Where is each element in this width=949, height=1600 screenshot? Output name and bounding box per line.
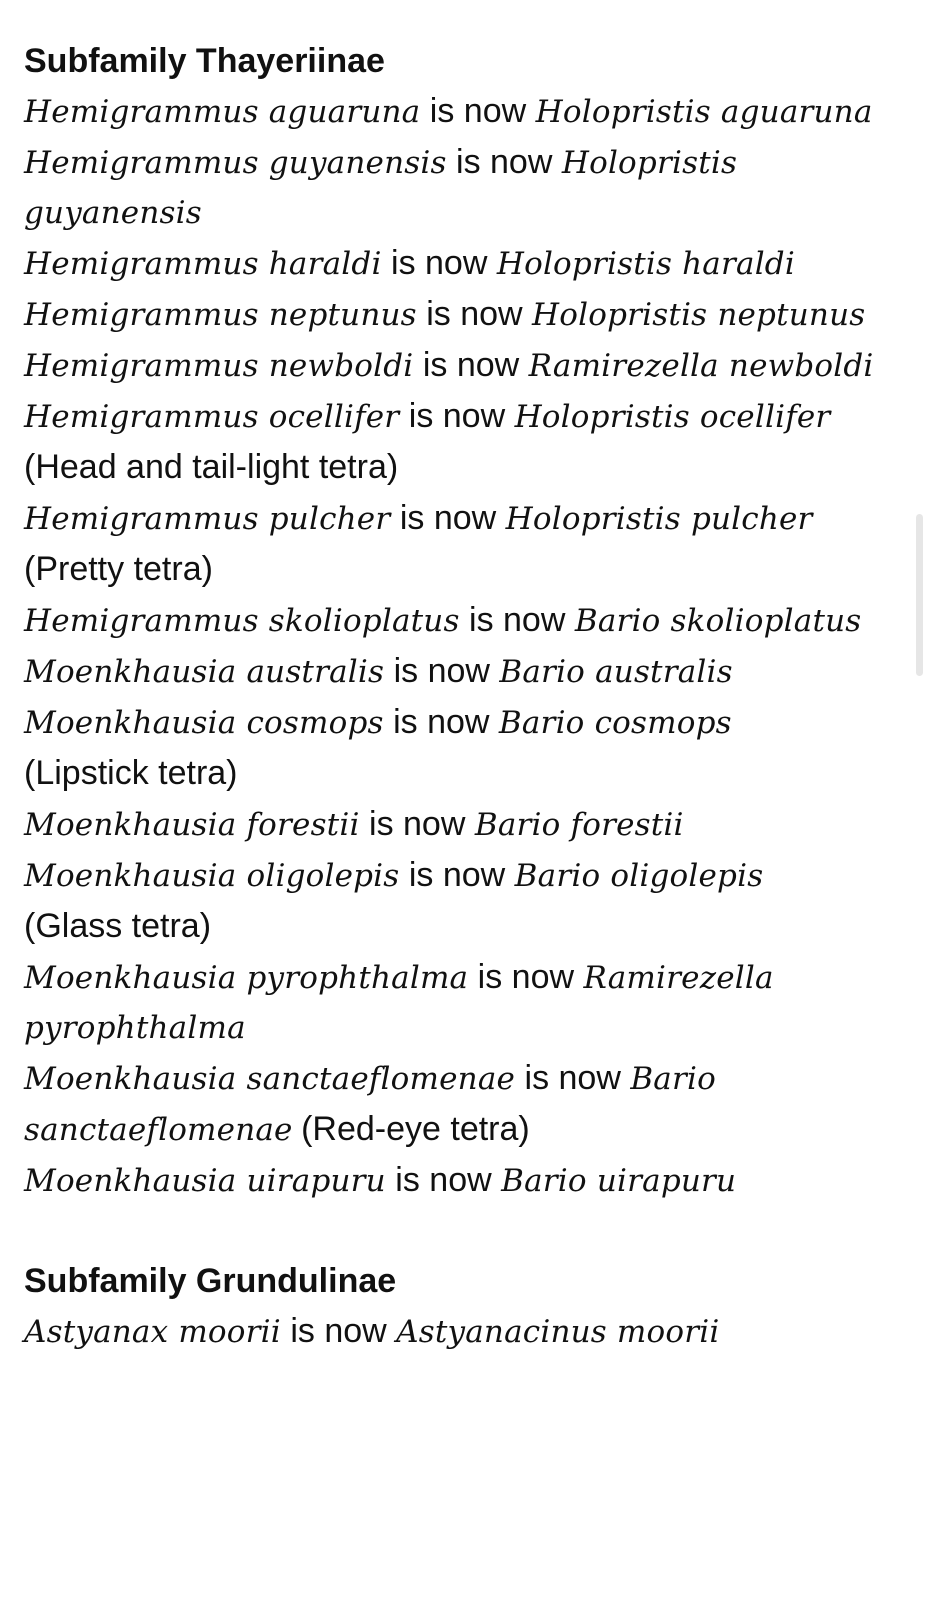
old-name: Hemigrammus haraldi [24,246,382,282]
new-name: Holopristis haraldi [496,246,795,282]
is-now-text: is now [280,1312,397,1350]
is-now-text: is now [413,346,529,384]
is-now-text: is now [446,143,562,181]
section-grundulinae [24,1256,904,1357]
new-name: Bario forestii [474,807,684,843]
is-now-text: is now [468,958,584,996]
is-now-text: is now [359,805,475,843]
new-name: Ramirezella newboldi [528,348,874,384]
old-name: Hemigrammus ocellifer [24,399,400,435]
list-item [24,799,904,850]
list-item [24,493,904,595]
section-thayeriinae [24,36,904,1206]
is-now-text: is now [459,601,575,639]
is-now-text: is now [416,295,533,333]
common-name: (Pretty tetra) [24,550,213,588]
common-name: (Lipstick tetra) [24,754,238,792]
old-name: Hemigrammus newboldi [24,348,414,384]
new-name: Holopristis guyanensis [24,145,738,231]
is-now-text: is now [381,244,497,282]
old-name: Hemigrammus guyanensis [24,145,447,181]
list-item [24,595,904,646]
list-item [24,1155,904,1206]
list-item [24,1306,904,1357]
common-name: (Head and tail-light tetra) [24,448,399,486]
new-name: Astyanacinus moorii [396,1314,720,1350]
new-name: Bario cosmops [498,705,732,741]
is-now-text: is now [385,1161,502,1199]
is-now-text: is now [399,856,515,894]
old-name: Moenkhausia australis [24,654,385,690]
old-name: Moenkhausia cosmops [24,705,384,741]
common-name: (Glass tetra) [24,907,212,945]
new-name: Holopristis aguaruna [535,94,873,130]
is-now-text: is now [383,703,499,741]
new-name: Holopristis ocellifer [514,399,831,435]
is-now-text: is now [515,1059,631,1097]
new-name: Holopristis pulcher [505,501,813,537]
new-name: Ramirezella pyrophthalma [24,960,774,1046]
new-name: Bario australis [499,654,733,690]
section-heading: Subfamily Grundulinae [24,1262,397,1300]
is-now-text: is now [384,652,500,690]
list-item [24,1053,904,1155]
scrollbar-thumb[interactable] [916,514,923,676]
list-item [24,952,904,1053]
list-item [24,850,904,952]
is-now-text: is now [420,92,536,130]
new-name: Bario sanctaeflomenae [24,1061,716,1148]
old-name: Moenkhausia oligolepis [24,858,400,894]
list-item [24,289,904,340]
old-name: Hemigrammus neptunus [24,297,417,333]
new-name: Bario skolioplatus [574,603,862,639]
article-content [24,36,904,1357]
new-name: Bario uirapuru [501,1163,737,1199]
is-now-text: is now [390,499,506,537]
old-name: Moenkhausia forestii [24,807,360,843]
list-item [24,340,904,391]
new-name: Bario oligolepis [514,858,764,894]
new-name: Holopristis neptunus [532,297,866,333]
common-name: (Red-eye tetra) [301,1110,530,1148]
old-name: Hemigrammus skolioplatus [24,603,460,639]
old-name: Moenkhausia uirapuru [24,1163,386,1199]
old-name: Moenkhausia pyrophthalma [24,960,469,996]
section-heading: Subfamily Thayeriinae [24,42,385,80]
is-now-text: is now [399,397,515,435]
old-name: Astyanax moorii [24,1314,281,1350]
section-spacer [24,1206,904,1256]
list-item [24,646,904,697]
old-name: Hemigrammus pulcher [24,501,391,537]
list-item [24,238,904,289]
old-name: Moenkhausia sanctaeflomenae [24,1061,516,1097]
list-item [24,86,904,137]
list-item [24,697,904,799]
list-item [24,137,904,238]
list-item [24,391,904,493]
old-name: Hemigrammus aguaruna [24,94,421,130]
